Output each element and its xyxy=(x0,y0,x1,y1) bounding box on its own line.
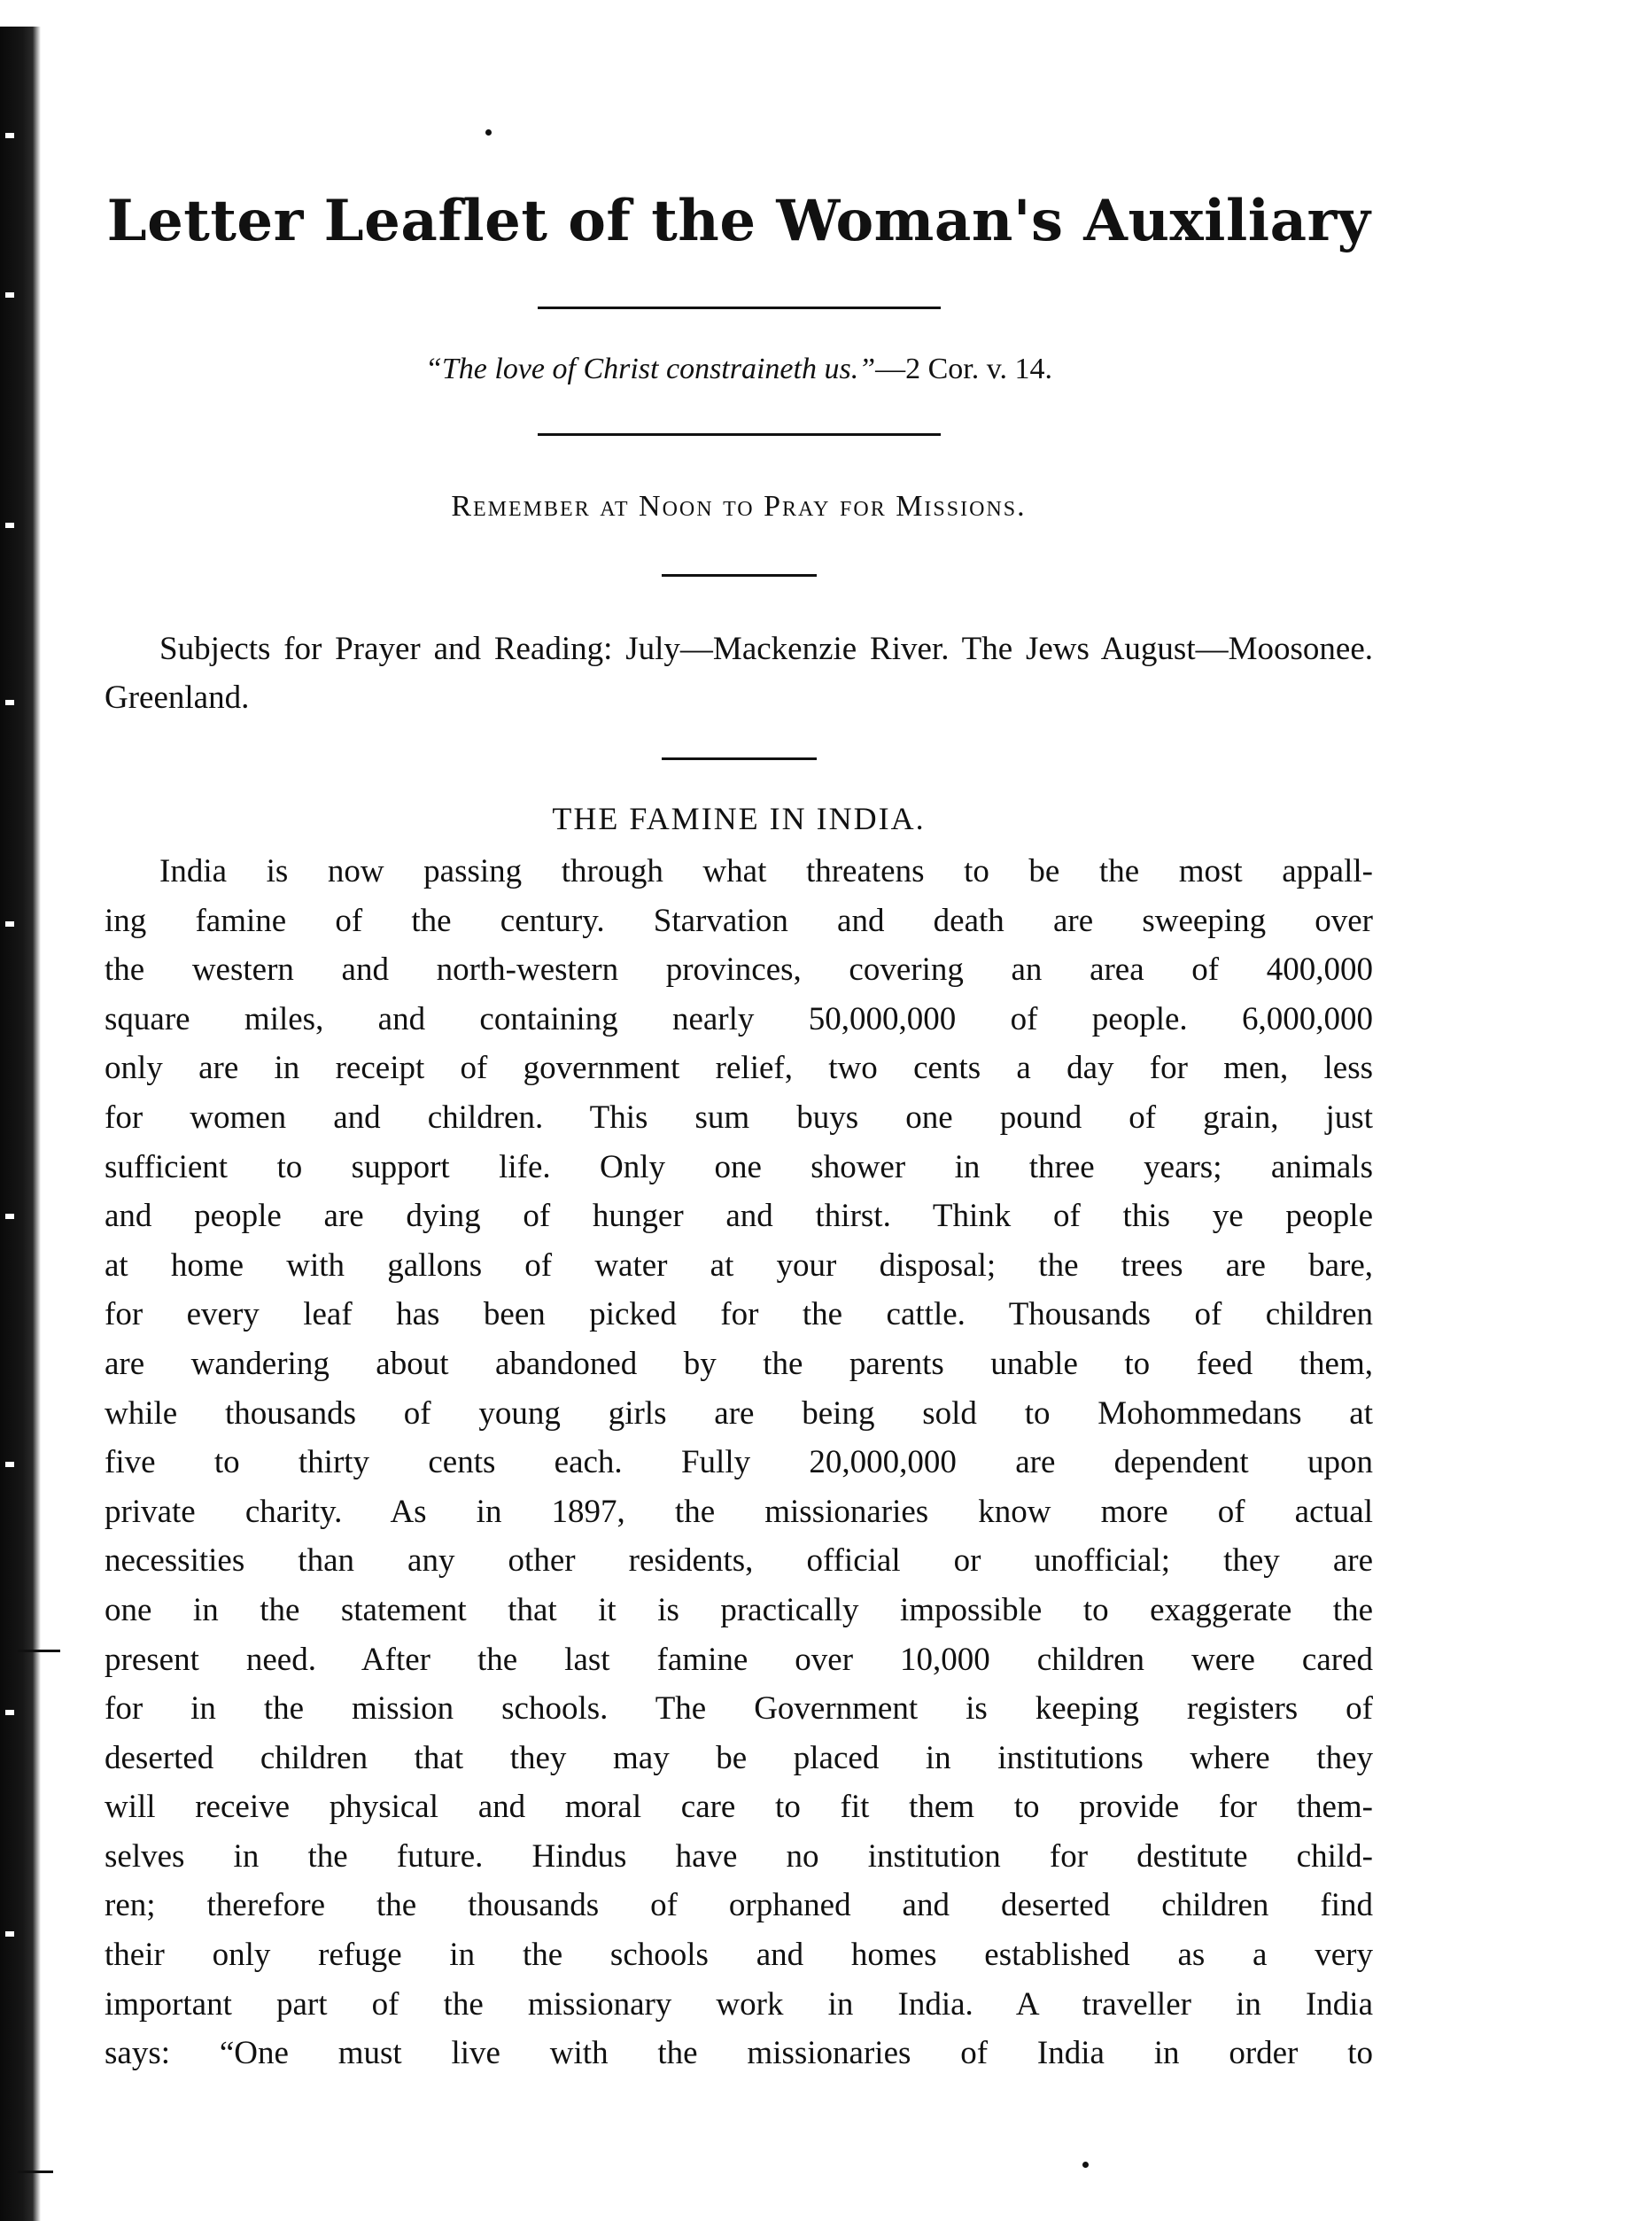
article-line: the western and north-western provinces, covering an area of 400,000 xyxy=(105,951,1373,989)
divider-rule xyxy=(538,307,941,309)
article-line: important part of the missionary work in India. A traveller in India xyxy=(105,1985,1373,2023)
binding-speck xyxy=(5,1462,14,1467)
article-line: present need. After the last famine over 10,000 children were cared xyxy=(105,1641,1373,1678)
article-line: selves in the future. Hindus have no institution for destitute child- xyxy=(105,1837,1373,1875)
binding-speck xyxy=(5,700,14,705)
motto-reference: —2 Cor. v. 14. xyxy=(875,353,1053,385)
motto xyxy=(105,350,1373,389)
article-line: ren; therefore the thousands of orphaned and deserted children find xyxy=(105,1887,1373,1924)
leaflet-page xyxy=(105,186,1373,2078)
reminder-line: Remember at Noon to Pray for Missions. xyxy=(451,490,1027,523)
binding-speck xyxy=(5,292,14,298)
article-line: five to thirty cents each. Fully 20,000,000 are dependent upon xyxy=(105,1444,1373,1481)
article-body xyxy=(105,847,1373,2078)
article-line: for women and children. This sum buys one pound of grain, just xyxy=(105,1099,1373,1136)
motto-quote: “The love of Christ constraineth us.” xyxy=(424,353,876,385)
article-line: deserted children that they may be placed in institutions where they xyxy=(105,1739,1373,1776)
binding-speck xyxy=(5,921,14,927)
article-line: for in the mission schools. The Government is keeping registers of xyxy=(105,1690,1373,1728)
article-line: square miles, and containing nearly 50,000,000 of people. 6,000,000 xyxy=(105,1000,1373,1037)
article-line: private charity. As in 1897, the missionaries know more of actual xyxy=(105,1493,1373,1530)
binding-edge xyxy=(0,27,41,2221)
divider-rule xyxy=(662,757,817,760)
article-line: are wandering about abandoned by the parents unable to feed them, xyxy=(105,1345,1373,1382)
edge-mark xyxy=(18,2171,53,2173)
article-line: while thousands of young girls are being sold to Mohommedans at xyxy=(105,1394,1373,1432)
binding-speck xyxy=(5,1214,14,1219)
ink-dot xyxy=(485,129,492,136)
article-line: and people are dying of hunger and thirst. Think of this ye people xyxy=(105,1198,1373,1235)
masthead-title: Letter Leaflet of the Woman's Auxiliary xyxy=(106,188,1371,254)
binding-speck xyxy=(5,1710,14,1715)
article-line: at home with gallons of water at your disposal; the trees are bare, xyxy=(105,1246,1373,1284)
article-line: says: “One must live with the missionaries of India in order to xyxy=(105,2035,1373,2072)
article-line: India is now passing through what threatens to be the most appall- xyxy=(159,853,1373,889)
article-line: only are in receipt of government relief, two cents a day for men, less xyxy=(105,1050,1373,1087)
article-line: necessities than any other residents, official or unofficial; they are xyxy=(105,1542,1373,1580)
article-line: one in the statement that it is practically impossible to exaggerate the xyxy=(105,1591,1373,1628)
article-line: for every leaf has been picked for the cattle. Thousands of children xyxy=(105,1296,1373,1333)
article-line: their only refuge in the schools and homes established as a very xyxy=(105,1937,1373,1974)
binding-speck xyxy=(5,523,14,528)
divider-rule xyxy=(662,574,817,577)
ink-dot xyxy=(1082,2162,1089,2168)
article-line: will receive physical and moral care to fit them to provide for them- xyxy=(105,1789,1373,1826)
prayer-subjects: Subjects for Prayer and Reading: July—Mackenzie River. The Jews August—Moosonee. Greenland. xyxy=(105,631,1373,716)
article-line: sufficient to support life. Only one shower in three years; animals xyxy=(105,1148,1373,1185)
divider-rule xyxy=(538,433,941,436)
article-title: THE FAMINE IN INDIA. xyxy=(552,801,926,836)
binding-speck xyxy=(5,1931,14,1937)
article-line: ing famine of the century. Starvation and death are sweeping over xyxy=(105,902,1373,939)
edge-mark xyxy=(18,1650,60,1652)
binding-speck xyxy=(5,133,14,138)
